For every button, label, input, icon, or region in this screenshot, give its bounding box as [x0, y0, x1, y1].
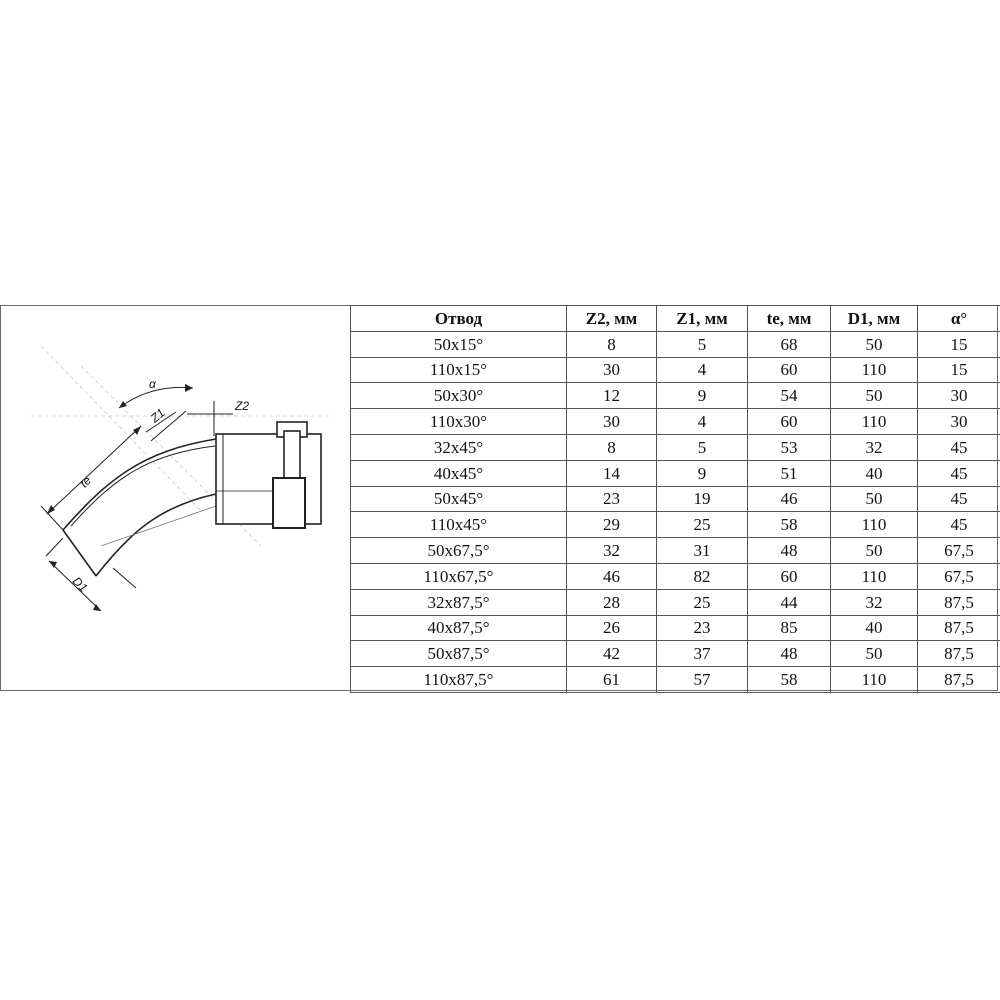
- table-cell: 110: [831, 409, 918, 435]
- table-cell: 50: [831, 486, 918, 512]
- table-row: [351, 409, 1000, 435]
- table-header-row: [351, 306, 1000, 332]
- table-cell: 110x15°: [351, 357, 567, 383]
- table-cell: 32: [831, 434, 918, 460]
- table-row: [351, 667, 1000, 693]
- table-cell: 54: [748, 383, 831, 409]
- table-cell: 8: [567, 331, 657, 357]
- table-cell: 42: [567, 641, 657, 667]
- table-cell: 44: [748, 589, 831, 615]
- table-cell: 15: [918, 357, 1000, 383]
- table-cell: 50x15°: [351, 331, 567, 357]
- header-d1: D1, мм: [831, 306, 918, 332]
- table-cell: 14: [567, 460, 657, 486]
- table-cell: 48: [748, 538, 831, 564]
- table-cell: 50: [831, 331, 918, 357]
- table-cell: 25: [657, 589, 748, 615]
- table-row: [351, 357, 1000, 383]
- table-cell: 50: [831, 538, 918, 564]
- table-cell: 29: [567, 512, 657, 538]
- table-cell: 46: [567, 563, 657, 589]
- table-cell: 28: [567, 589, 657, 615]
- table-cell: 50: [831, 641, 918, 667]
- header-z1: Z1, мм: [657, 306, 748, 332]
- table-cell: 45: [918, 460, 1000, 486]
- table-cell: 40x45°: [351, 460, 567, 486]
- table-cell: 30: [567, 409, 657, 435]
- table-row: [351, 615, 1000, 641]
- table-cell: 30: [918, 383, 1000, 409]
- table-cell: 60: [748, 409, 831, 435]
- table-cell: 87,5: [918, 667, 1000, 693]
- table-cell: 110: [831, 512, 918, 538]
- table-row: [351, 434, 1000, 460]
- header-alpha: α°: [918, 306, 1000, 332]
- table-cell: 32x87,5°: [351, 589, 567, 615]
- table-row: [351, 512, 1000, 538]
- table-cell: 32: [567, 538, 657, 564]
- table-cell: 12: [567, 383, 657, 409]
- table-cell: 31: [657, 538, 748, 564]
- table-cell: 87,5: [918, 641, 1000, 667]
- table-cell: 110x30°: [351, 409, 567, 435]
- table-cell: 53: [748, 434, 831, 460]
- header-te: te, мм: [748, 306, 831, 332]
- table-cell: 23: [567, 486, 657, 512]
- table-cell: 5: [657, 331, 748, 357]
- table-cell: 60: [748, 563, 831, 589]
- table-cell: 45: [918, 434, 1000, 460]
- table-row: [351, 383, 1000, 409]
- table-cell: 82: [657, 563, 748, 589]
- table-cell: 110x45°: [351, 512, 567, 538]
- table-row: [351, 589, 1000, 615]
- table-cell: 67,5: [918, 563, 1000, 589]
- table-cell: 58: [748, 512, 831, 538]
- table-cell: 46: [748, 486, 831, 512]
- table-cell: 8: [567, 434, 657, 460]
- table-cell: 37: [657, 641, 748, 667]
- table-cell: 87,5: [918, 589, 1000, 615]
- table-cell: 60: [748, 357, 831, 383]
- table-cell: 45: [918, 486, 1000, 512]
- table-row: [351, 486, 1000, 512]
- header-z2: Z2, мм: [567, 306, 657, 332]
- table-cell: 51: [748, 460, 831, 486]
- table-row: [351, 460, 1000, 486]
- table-cell: 110x87,5°: [351, 667, 567, 693]
- table-cell: 23: [657, 615, 748, 641]
- header-elbow: Отвод: [351, 306, 567, 332]
- table-cell: 32x45°: [351, 434, 567, 460]
- z1-label: Z1: [147, 405, 168, 426]
- table-cell: 45: [918, 512, 1000, 538]
- table-cell: 40x87,5°: [351, 615, 567, 641]
- table-cell: 67,5: [918, 538, 1000, 564]
- table-row: [351, 331, 1000, 357]
- table-body: [351, 331, 1000, 692]
- table-cell: 5: [657, 434, 748, 460]
- table-cell: 57: [657, 667, 748, 693]
- table-cell: 87,5: [918, 615, 1000, 641]
- table-cell: 9: [657, 460, 748, 486]
- table-cell: 110: [831, 357, 918, 383]
- table-cell: 50x87,5°: [351, 641, 567, 667]
- spec-panel: [0, 305, 998, 691]
- table-cell: 110: [831, 563, 918, 589]
- elbow-spec-table: [350, 305, 1000, 693]
- table-cell: 25: [657, 512, 748, 538]
- table-cell: 40: [831, 615, 918, 641]
- table-cell: 50x30°: [351, 383, 567, 409]
- table-cell: 50: [831, 383, 918, 409]
- table-cell: 50x45°: [351, 486, 567, 512]
- table-cell: 48: [748, 641, 831, 667]
- table-row: [351, 538, 1000, 564]
- table-cell: 61: [567, 667, 657, 693]
- table-cell: 30: [918, 409, 1000, 435]
- table-row: [351, 563, 1000, 589]
- table-cell: 40: [831, 460, 918, 486]
- d1-label: D1: [69, 573, 91, 595]
- table-cell: 50x67,5°: [351, 538, 567, 564]
- table-cell: 110x67,5°: [351, 563, 567, 589]
- pipe-elbow-drawing: [1, 306, 351, 690]
- te-label: te: [76, 473, 94, 491]
- table-cell: 15: [918, 331, 1000, 357]
- table-cell: 85: [748, 615, 831, 641]
- alpha-label: α: [149, 377, 156, 391]
- table-cell: 19: [657, 486, 748, 512]
- table-cell: 4: [657, 357, 748, 383]
- table-cell: 9: [657, 383, 748, 409]
- table-cell: 68: [748, 331, 831, 357]
- table-cell: 32: [831, 589, 918, 615]
- z2-label: Z2: [235, 399, 250, 413]
- table-cell: 30: [567, 357, 657, 383]
- table-cell: 110: [831, 667, 918, 693]
- table-cell: 4: [657, 409, 748, 435]
- table-cell: 58: [748, 667, 831, 693]
- table-row: [351, 641, 1000, 667]
- elbow-diagram-svg: [1, 306, 351, 690]
- table-cell: 26: [567, 615, 657, 641]
